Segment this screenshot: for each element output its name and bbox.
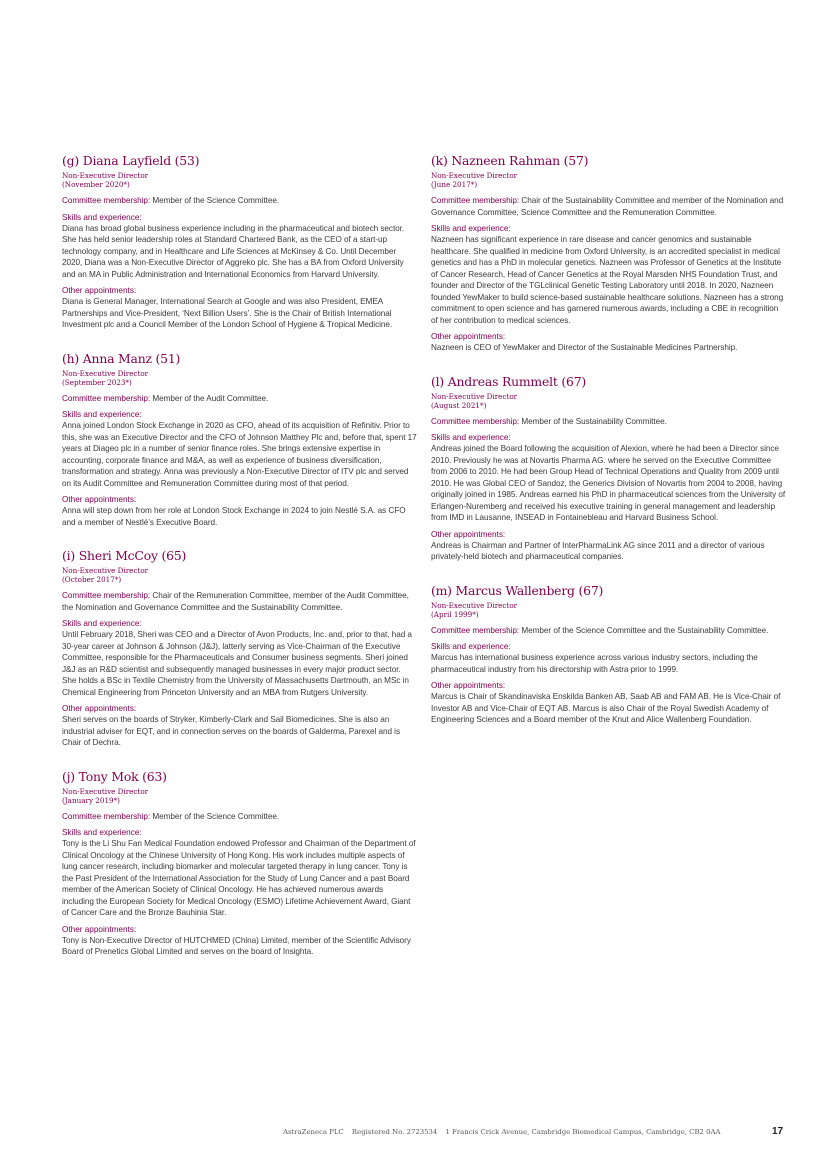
skills-text: Andreas joined the Board following the acquisition of Alexion, where he had been a Director since 2010. Previously he was at Novartis Pharma AG. where he served on the Executive Committee from 2006 to 2010. He had been Group Head of Technical Operations and Quality from 2009 until 2010. He was Global CEO of Sandoz, the Generics Division of Novartis from 2004 to 2008, having originally joined in 1985. Andreas earned his PhD in pharmaceutical sciences from the University of Erlangen-Nuremberg and received his executive training in general management and leadership from IMD in Lausanne, INSEAD in Fontainebleau and Harvard Business School. [431,444,786,522]
committee-label: Committee membership: [431,196,520,205]
committee-membership [431,625,786,637]
committee-membership [431,195,786,218]
skills-heading: Skills and experience: [62,212,142,222]
skills-text: Diana has broad global business experience including in the pharmaceutical and biotech sector. She has held senior leadership roles at Standard Chartered Bank, as the CEO of a start-up technology company, and in Healthcare and Life Sciences at McKinsey & Co. Until December 2020, Diana was a Non-Executive Director of Aggreko plc. She has a BA from Oxford University and an MA in Public Administration and International Economics from Harvard University. [62,223,405,279]
director-bio [62,152,417,331]
footer-registration: Registered No. 2723534 [351,1128,438,1136]
director-appointment-date: (January 2019*) [62,795,120,805]
other-appointments-text: Sheri serves on the boards of Stryker, Kimberly-Clark and Sail Biomedicines. She is also an industrial adviser for EQT, and in connection serves on the boards of Galderma, Parexel and is Chair of Dechra. [62,715,400,747]
director-bio [431,373,786,563]
other-appointments-heading: Other appointments: [431,529,506,539]
skills-heading: Skills and experience: [431,433,511,442]
other-appointments-text: Marcus is Chair of Skandinaviska Enskilda Banken AB, Saab AB and FAM AB. He is Vice-Chair of Investor AB and Vice-Chair of EQT AB. Marcus is also Chair of the Royal Swedish Academy of Engineering Sciences and a Board member of the Knut and Alice Wallenberg Foundation. [431,692,781,724]
director-appointment-date: (April 1999*) [431,609,479,619]
committee-membership [431,416,786,428]
skills-text: Until February 2018, Sheri was CEO and a Director of Avon Products, Inc. and, prior to that, had a 30-year career at Johnson & Johnson (J&J), latterly serving as Vice-Chairman of the Executive Committee, responsible for the Pharmaceuticals and Consumer business segments. Sheri joined J&J as an R&D scientist and subsequently managed businesses in every major product sector. She holds a BSc in Textile Chemistry from the University of Massachusetts Dartmouth, an MSc in Chemical Engineering from Princeton University and an MBA from Rutgers University. [62,630,412,697]
other-appointments-text: Tony is Non-Executive Director of HUTCHMED (China) Limited, member of the Scientific Advisory Board of Prenetics Global Limited and serves on the board of Insighta. [62,935,411,956]
committee-text: Member of the Audit Committee. [152,393,269,403]
director-name: (k) Nazneen Rahman (57) [431,153,589,168]
director-bio [62,768,417,958]
director-appointment-date: (November 2020*) [62,180,130,189]
skills-heading: Skills and experience: [431,642,511,651]
committee-text: Member of the Science Committee and the Sustainability Committee. [521,625,769,635]
director-bio [431,582,786,726]
director-appointment-date: (August 2021*) [431,400,487,410]
skills-text: Tony is the Li Shu Fan Medical Foundation endowed Professor and Chairman of the Department of Clinical Oncology at the Chinese University of Hong Kong. His work includes multiple aspects of lung cancer research, including biomarker and molecular targeted therapy in lung cancer. Tony is the Past President of the International Association for the Study of Lung Cancer and a past Board member of the American Society of Clinical Oncology. He has achieved numerous awards including the European Society for Medical Oncology (ESMO) Lifetime Achievement Award, Giant of Cancer Care and the Bronze Bauhinia Star. [62,839,416,917]
director-role: Non-Executive Director [62,786,149,796]
committee-label: Committee membership: [431,625,520,635]
skills-text: Marcus has international business experience across various industry sectors, including the pharmaceutical industry from his directorship with Astra prior to 1999. [431,653,758,674]
other-appointments-heading: Other appointments: [62,924,137,934]
director-bio [62,350,417,529]
other-appointments-text: Anna will step down from her role at London Stock Exchange in 2024 to join Nestlé S.A. as CFO and a member of Nestlé’s Executive Board. [62,506,406,527]
committee-text: Member of the Science Committee. [152,811,280,821]
committee-membership [62,195,417,207]
committee-text: Member of the Science Committee. [152,196,280,205]
other-appointments-heading: Other appointments: [62,286,137,295]
director-bio [431,152,786,354]
left-column [62,152,417,977]
page-footer [283,1128,726,1136]
director-role: Non-Executive Director [62,368,149,378]
committee-membership [62,811,417,823]
director-bio [62,547,417,749]
director-role: Non-Executive Director [431,391,518,401]
committee-label: Committee membership: [62,591,151,600]
committee-label: Committee membership: [431,416,520,426]
director-role: Non-Executive Director [62,171,149,180]
director-role: Non-Executive Director [431,171,518,180]
director-name: (m) Marcus Wallenberg (67) [431,582,604,598]
other-appointments-text: Andreas is Chairman and Partner of InterPharmaLink AG since 2011 and a director of various privately-held biotech and pharmaceutical companies. [431,540,765,561]
director-name: (i) Sheri McCoy (65) [62,548,187,563]
director-appointment-date: (October 2017*) [62,575,122,584]
director-name: (l) Andreas Rummelt (67) [431,373,587,389]
other-appointments-heading: Other appointments: [431,681,506,690]
other-appointments-text: Diana is General Manager, International Search at Google and was also President, EMEA Partnerships and Vice-President, ‘Next Billion Users’. She is the Chair of British International Investment plc and a Council Member of the London School of Hygiene & Tropical Medicine. [62,297,393,329]
skills-heading: Skills and experience: [62,619,142,628]
director-name: (h) Anna Manz (51) [62,350,181,366]
director-role: Non-Executive Director [62,566,149,575]
footer-address: 1 Francis Crick Avenue, Cambridge Biomedical Campus, Cambridge, CB2 0AA [445,1128,721,1136]
skills-heading: Skills and experience: [62,828,142,837]
committee-membership [62,590,417,613]
footer-company: AstraZeneca PLC [283,1128,344,1136]
director-appointment-date: (September 2023*) [62,377,132,387]
other-appointments-heading: Other appointments: [62,704,137,713]
committee-text: Chair of the Sustainability Committee and member of the Nomination and Governance Committee, Science Committee and the Remuneration Committee. [431,196,784,217]
committee-label: Committee membership: [62,393,151,403]
committee-membership [62,393,417,405]
director-name: (j) Tony Mok (63) [62,768,167,784]
committee-text: Member of the Sustainability Committee. [521,416,667,426]
other-appointments-heading: Other appointments: [431,332,506,341]
committee-text: Chair of the Remuneration Committee, member of the Audit Committee, the Nomination and Governance Committee and the Sustainability Committee. [62,591,409,612]
director-appointment-date: (June 2017*) [431,180,478,189]
director-role: Non-Executive Director [431,600,518,610]
committee-label: Committee membership: [62,811,151,821]
skills-heading: Skills and experience: [431,224,511,233]
skills-text: Anna joined London Stock Exchange in 2020 as CFO, ahead of its acquisition of Refinitiv. Prior to this, she was an Executive Director and the CFO of Johnson Matthey Plc and, before that, spent 17 years at Diageo plc in a number of senior finance roles. She brings extensive expertise in accounting, corporate finance and M&A, as well as experience of business diversification, transformation and strategy. Anna was previously a Non-Executive Director of ITV plc and served on its Audit Committee and Remuneration Committee during most of that period. [62,421,417,488]
skills-text: Nazneen has significant experience in rare disease and cancer genomics and sustainable healthcare. She qualified in medicine from Oxford University, is an accredited specialist in medical genetics and has a PhD in molecular genetics. Nazneen was Professor of Genetics at the Institute of Cancer Research, Head of Cancer Genetics at the Royal Marsden NHS Foundation Trust, and founder and Director of the TGLclinical Genetic Testing Laboratory until 2018. In 2020, Nazneen founded YewMaker to build science-based sustainable healthcare solutions. Nazneen has a strong commitment to open science and has garnered numerous awards, including a CBE in recognition of her contribution to medical sciences. [431,235,784,325]
right-column [431,152,786,745]
committee-label: Committee membership: [62,196,151,205]
skills-heading: Skills and experience: [62,410,142,419]
director-name: (g) Diana Layfield (53) [62,153,200,168]
page-number: 17 [772,1126,784,1137]
other-appointments-text: Nazneen is CEO of YewMaker and Director of the Sustainable Medicines Partnership. [431,343,738,352]
other-appointments-heading: Other appointments: [62,495,137,504]
